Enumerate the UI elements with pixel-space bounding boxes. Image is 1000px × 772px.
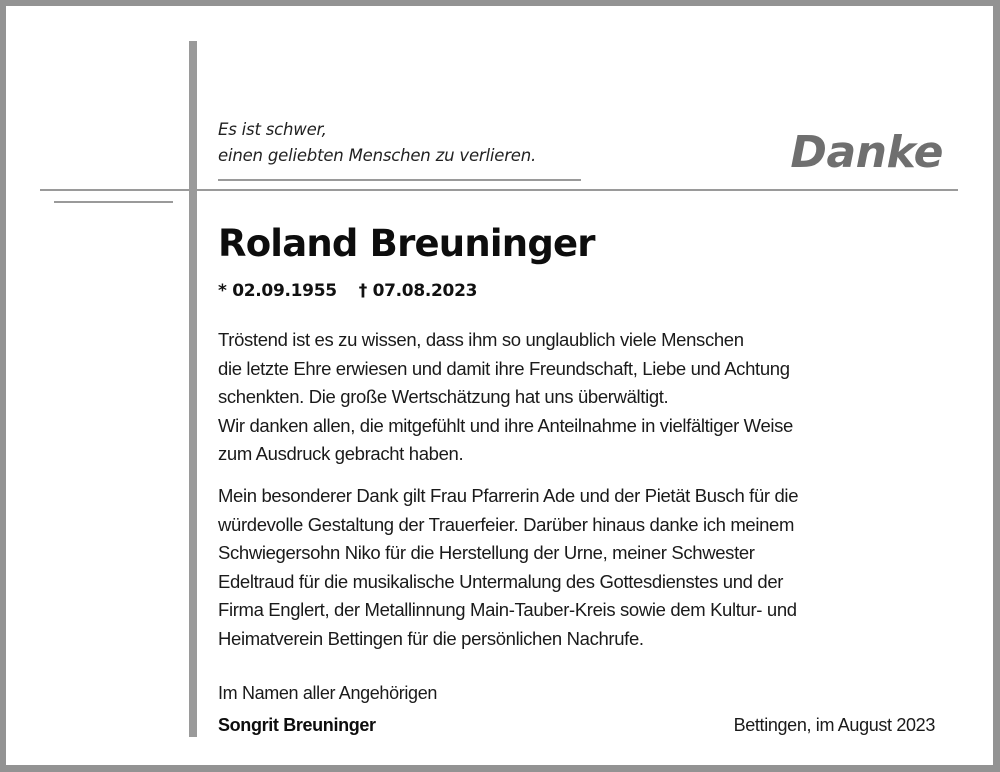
birth-symbol-icon: *: [218, 281, 227, 301]
paragraph-line: Mein besonderer Dank gilt Frau Pfarrerin Ade und der Pietät Busch für die: [218, 485, 799, 506]
closing-line: Im Namen aller Angehörigen: [218, 683, 438, 703]
paragraph-line: Firma Englert, der Metallinnung Main-Tauber-Kreis sowie dem Kultur- und: [218, 599, 797, 620]
place-date: Bettingen, im August 2023: [733, 715, 935, 735]
paragraph-line: schenkten. Die große Wertschätzung hat uns überwältigt.: [218, 386, 669, 407]
quote-underline: [218, 179, 581, 181]
signer-name: Songrit Breuninger: [218, 715, 376, 735]
paragraph-line: zum Ausdruck gebracht haben.: [218, 443, 464, 464]
thanks-paragraph-1: [218, 326, 793, 469]
paragraph-line: Heimatverein Bettingen für die persönlichen Nachrufe.: [218, 627, 644, 649]
paragraph-line: Edeltraud für die musikalische Untermalung des Gottesdienstes und der: [218, 570, 784, 592]
death-date: 07.08.2023: [372, 281, 478, 301]
cross-vertical-bar: [189, 41, 197, 737]
paragraph-line: Tröstend ist es zu wissen, dass ihm so unglaublich viele Menschen: [218, 329, 744, 350]
thanks-paragraph-2: [218, 482, 798, 653]
birth-date: 02.09.1955: [232, 281, 337, 301]
cross-symbol-icon: †: [358, 281, 367, 301]
paragraph-line: Schwiegersohn Niko für die Herstellung der Urne, meiner Schwester: [218, 542, 755, 563]
quote-line-1: Es ist schwer,: [218, 120, 327, 139]
cross-horizontal-line: [40, 189, 958, 191]
quote-line-2: einen geliebten Menschen zu verlieren.: [218, 146, 537, 165]
paragraph-line: würdevolle Gestaltung der Trauerfeier. Darüber hinaus danke ich meinem: [218, 513, 795, 535]
paragraph-line: Wir danken allen, die mitgefühlt und ihre Anteilnahme in vielfältiger Weise: [218, 414, 793, 436]
obituary-card: [6, 6, 993, 765]
decorative-short-line: [54, 201, 173, 203]
page-title: Danke: [790, 127, 943, 178]
deceased-name: Roland Breuninger: [218, 222, 595, 265]
paragraph-line: die letzte Ehre erwiesen und damit ihre Freundschaft, Liebe und Achtung: [218, 357, 790, 379]
life-dates: [218, 279, 477, 303]
header-quote: [218, 117, 536, 169]
